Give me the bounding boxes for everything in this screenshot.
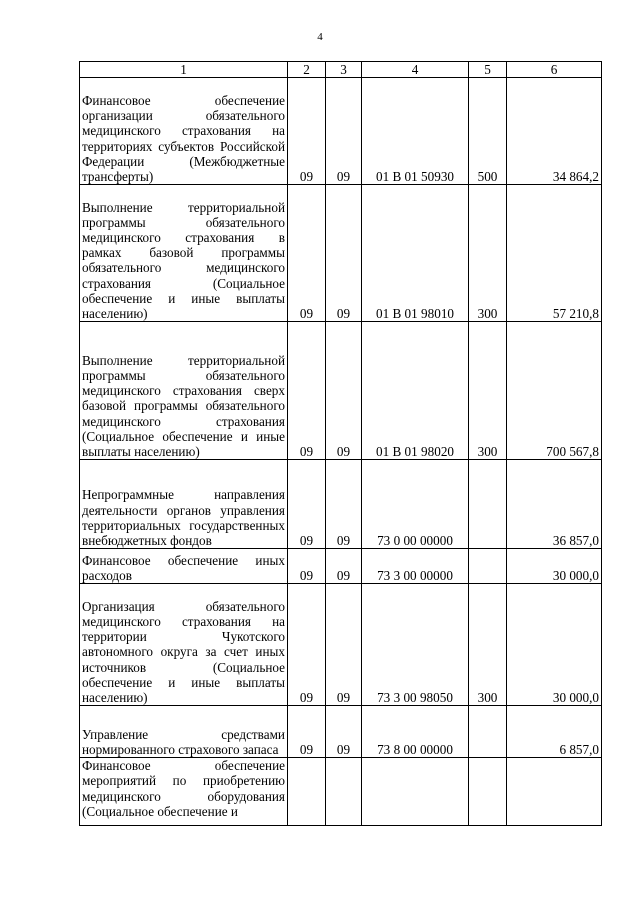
- row-amount: 36 857,0: [507, 460, 602, 549]
- table-row: [80, 584, 602, 706]
- row-section: [288, 758, 326, 826]
- header-cell-2: 2: [288, 62, 326, 78]
- row-expense-type: 500: [469, 78, 507, 185]
- row-name: Управление средствами нормированного страхового запаса: [80, 706, 288, 758]
- row-subsection: 09: [326, 322, 362, 460]
- row-target-article: 73 3 00 98050: [362, 584, 469, 706]
- row-amount: 34 864,2: [507, 78, 602, 185]
- row-name: Организация обязательного медицинского страхования на территории Чукотского автономного округа за счет иных источников (Социальное обеспечение и иные выплаты населению): [80, 584, 288, 706]
- row-amount: 700 567,8: [507, 322, 602, 460]
- row-expense-type: [469, 706, 507, 758]
- row-amount: 57 210,8: [507, 185, 602, 322]
- header-cell-6: 6: [507, 62, 602, 78]
- row-expense-type: 300: [469, 322, 507, 460]
- row-subsection: 09: [326, 460, 362, 549]
- table-header-row: [80, 62, 602, 78]
- row-section: 09: [288, 78, 326, 185]
- row-name: Непрограммные направления деятельности органов управления территориальных государственных внебюджетных фондов: [80, 460, 288, 549]
- header-cell-4: 4: [362, 62, 469, 78]
- row-subsection: 09: [326, 549, 362, 584]
- row-amount: [507, 758, 602, 826]
- row-name: Выполнение территориальной программы обязательного медицинского страхования сверх базовой программы обязательного медицинского страхования (Социальное обеспечение и иные выплаты населению): [80, 322, 288, 460]
- row-target-article: 01 В 01 98020: [362, 322, 469, 460]
- row-amount: 30 000,0: [507, 584, 602, 706]
- page-number: 4: [317, 31, 323, 43]
- header-cell-1: 1: [80, 62, 288, 78]
- row-expense-type: [469, 460, 507, 549]
- row-expense-type: 300: [469, 185, 507, 322]
- row-subsection: 09: [326, 706, 362, 758]
- table-row: [80, 322, 602, 460]
- row-amount: 6 857,0: [507, 706, 602, 758]
- row-section: 09: [288, 322, 326, 460]
- row-subsection: 09: [326, 584, 362, 706]
- table-row: [80, 460, 602, 549]
- table-row: [80, 758, 602, 826]
- row-target-article: 01 В 01 98010: [362, 185, 469, 322]
- row-name: Выполнение территориальной программы обязательного медицинского страхования в рамках базовой программы обязательного медицинского страхования (Социальное обеспечение и иные выплаты населению): [80, 185, 288, 322]
- row-expense-type: 300: [469, 584, 507, 706]
- budget-table: [79, 61, 602, 826]
- row-subsection: 09: [326, 78, 362, 185]
- table-row: [80, 706, 602, 758]
- row-target-article: 73 3 00 00000: [362, 549, 469, 584]
- row-section: 09: [288, 584, 326, 706]
- row-subsection: 09: [326, 185, 362, 322]
- row-section: 09: [288, 549, 326, 584]
- table-row: [80, 78, 602, 185]
- row-name: Финансовое обеспечение мероприятий по приобретению медицинского оборудования (Социальное обеспечение и: [80, 758, 288, 826]
- row-target-article: 73 8 00 00000: [362, 706, 469, 758]
- row-expense-type: [469, 549, 507, 584]
- row-name: Финансовое обеспечение иных расходов: [80, 549, 288, 584]
- row-section: 09: [288, 185, 326, 322]
- row-section: 09: [288, 706, 326, 758]
- header-cell-3: 3: [326, 62, 362, 78]
- header-cell-5: 5: [469, 62, 507, 78]
- row-name: Финансовое обеспечение организации обязательного медицинского страхования на территориях субъектов Российской Федерации (Межбюджетные трансферты): [80, 78, 288, 185]
- row-target-article: [362, 758, 469, 826]
- table-row: [80, 549, 602, 584]
- row-amount: 30 000,0: [507, 549, 602, 584]
- table-row: [80, 185, 602, 322]
- row-target-article: 01 В 01 50930: [362, 78, 469, 185]
- row-expense-type: [469, 758, 507, 826]
- row-target-article: 73 0 00 00000: [362, 460, 469, 549]
- row-subsection: [326, 758, 362, 826]
- row-section: 09: [288, 460, 326, 549]
